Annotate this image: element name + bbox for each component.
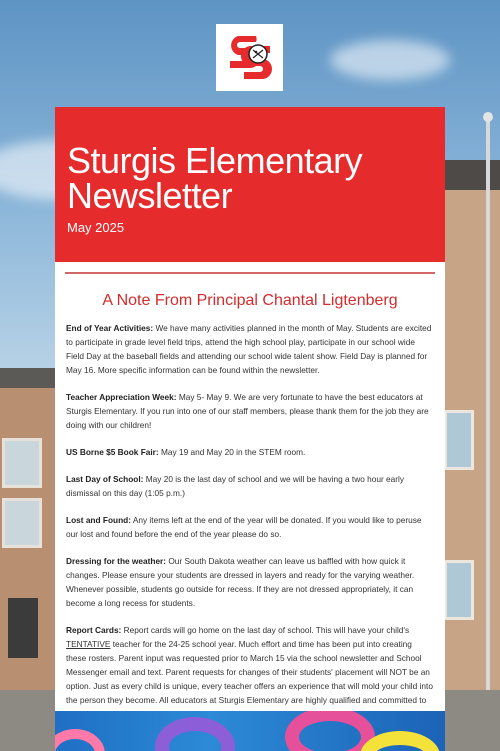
paragraph-label: Last Day of School:: [66, 474, 144, 484]
paragraph-end-of-year: [66, 321, 434, 377]
pool-image: [55, 711, 445, 751]
school-building-left: [0, 368, 60, 698]
paragraph-text: May 19 and May 20 in the STEM room.: [158, 447, 306, 457]
roof-trim: [0, 368, 60, 388]
paragraph-label: US Borne $5 Book Fair:: [66, 447, 159, 457]
paragraph-text: Any items left at the end of the year will be donated. If you would like to peruse our lost and found before the end of the year please do so.: [66, 515, 422, 539]
paragraph-label: Lost and Found:: [66, 515, 131, 525]
paragraph-label: Teacher Appreciation Week:: [66, 392, 177, 402]
newsletter-title: Sturgis Elementary Newsletter: [67, 140, 363, 216]
roof-trim: [440, 160, 500, 190]
cloud: [330, 40, 450, 80]
pool-float: [285, 711, 375, 751]
flag-pole-top: [483, 112, 493, 122]
paragraph-text: We have many activities planned in the month of May. Students are excited to participate in grade level field trips, attend the high school play, participate in our school wide Field Day at the baseball fields and attending our school wide talent show. Field Day is planned for May 16. More specific information can be found within the newsletter.: [66, 323, 432, 375]
paragraph-book-fair: [66, 445, 434, 459]
window: [444, 410, 474, 470]
school-logo: [216, 24, 283, 91]
pool-float: [155, 717, 235, 751]
school-building-right: [440, 160, 500, 700]
paragraph-text: May 20 is the last day of school and we will be having a two hour early dismissal on this day (1:05 p.m.): [66, 474, 405, 498]
window: [2, 438, 42, 488]
school-ss-logo-icon: [220, 30, 280, 86]
paragraph-last-day: [66, 472, 434, 500]
newsletter-header: [55, 107, 445, 262]
doorway: [8, 598, 38, 658]
underlined-word: TENTATIVE: [66, 639, 111, 649]
paragraph-text: teacher for the 24-25 school year. Much effort and time has been put into creating these rosters. Parent input was requested prior to March 15 via the school newsletter and School Messenger email and text. Parent requests for changes of their students' placement will NOT be an option. Just as every child is unique, every teacher offers an experience that will mold your child into the person they become. All educators at Sturgis Elementary are highly qualified and committed to: [66, 639, 433, 705]
paragraph-report-cards: [66, 623, 434, 721]
paragraph-label: End of Year Activities:: [66, 323, 154, 333]
newsletter-date: May 2025: [67, 220, 125, 235]
divider: [65, 272, 435, 274]
window: [2, 498, 42, 548]
newsletter-card: [55, 107, 445, 751]
section-heading: A Note From Principal Chantal Ligtenberg: [102, 292, 398, 309]
pool-float: [55, 729, 105, 751]
paragraph-text: May 5- May 9. We are very fortunate to have the best educators at Sturgis Elementary. If you run into one of our staff members, please thank them for the job they are doing with our children!: [66, 392, 429, 430]
paragraph-teacher-appreciation: [66, 390, 434, 432]
paragraph-text: Our South Dakota weather can leave us baffled with how quick it changes. Please ensure your students are dressed in layers and ready for the varying weather. Whenever possible, students go outside for recess. If they are not dressed appropriately, it can become a long recess for students.: [66, 556, 415, 608]
paragraph-text: Report cards will go home on the last day of school. This will have your child's: [121, 625, 410, 635]
section-body: [55, 321, 445, 721]
paragraph-label: Report Cards:: [66, 625, 122, 635]
window: [444, 560, 474, 620]
paragraph-lost-and-found: [66, 513, 434, 541]
flag-pole: [486, 118, 490, 718]
paragraph-weather: [66, 554, 434, 610]
paragraph-label: Dressing for the weather:: [66, 556, 167, 566]
